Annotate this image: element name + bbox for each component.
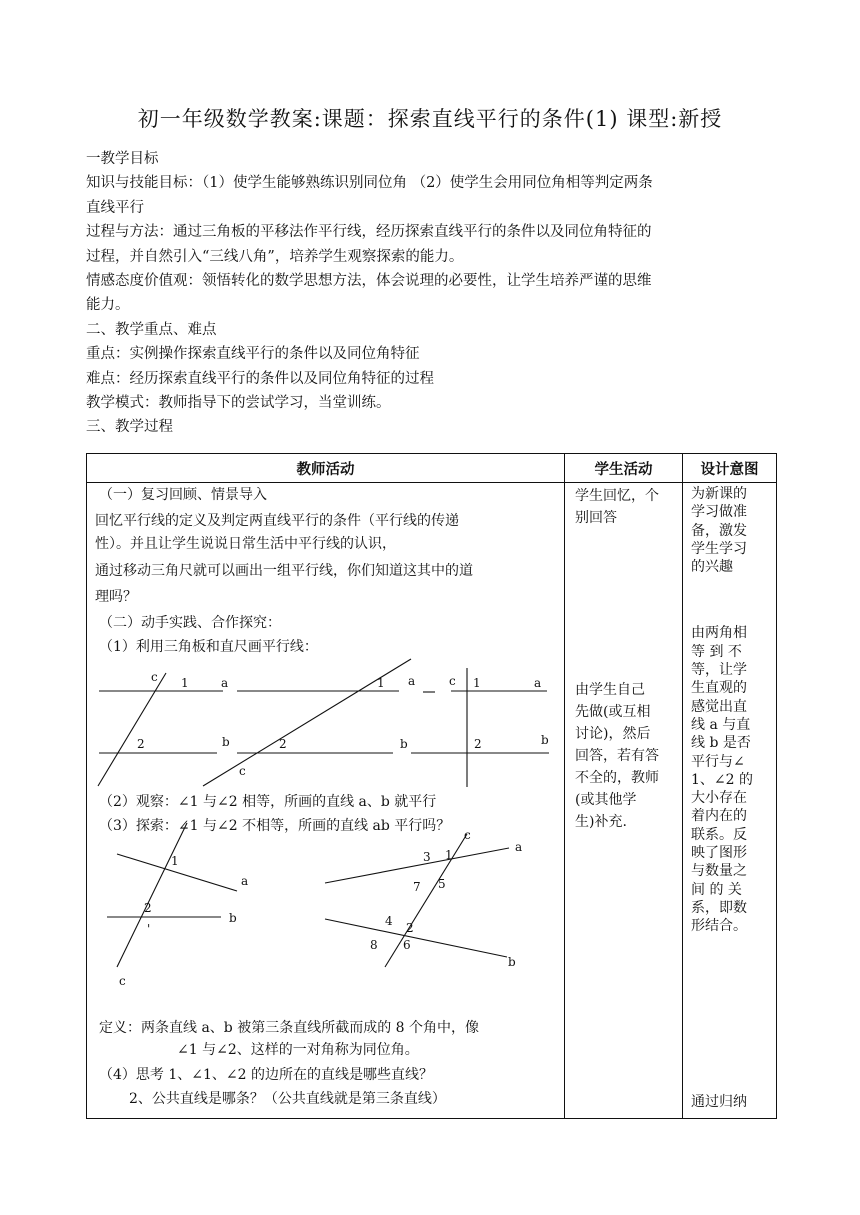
- lesson-table: [86, 453, 777, 1119]
- teacher-cell: [87, 483, 565, 1119]
- intent-line: 感觉出直: [691, 698, 747, 715]
- figure-label: a: [408, 674, 416, 688]
- intro-line: 能力。: [86, 297, 130, 314]
- figure-label: b: [541, 733, 549, 747]
- figure-label: 1: [473, 676, 481, 690]
- teacher-line: 定义：两条直线 a、b 被第三条直线所截而成的 8 个角中，像: [99, 1020, 480, 1036]
- figure-label: c: [119, 974, 126, 988]
- figure-label: ': [147, 922, 151, 936]
- intent-line: 线 b 是否: [691, 735, 751, 752]
- figure-label: 1: [181, 676, 189, 690]
- figure-label: 2: [137, 737, 145, 751]
- student-line: 讨论)，然后: [575, 726, 651, 742]
- student-line: 由学生自己: [575, 682, 645, 698]
- figure-label: 6: [403, 938, 411, 952]
- intent-line: 为新课的: [691, 486, 747, 502]
- intent-line: 大小存在: [691, 790, 747, 807]
- intent-line: 联系。反: [691, 826, 747, 843]
- intro-line: 重点：实例操作探索直线平行的条件以及同位角特征: [86, 346, 420, 363]
- intent-line: 线 a 与直: [691, 716, 751, 733]
- table-row: [87, 483, 777, 1119]
- table-header-row: [87, 454, 777, 483]
- figure-label: b: [222, 735, 230, 749]
- header-student: 学生活动: [565, 454, 683, 483]
- figure-label: 1: [445, 848, 453, 862]
- intent-line: 映了图形: [691, 845, 747, 862]
- header-teacher: 教师活动: [87, 454, 565, 483]
- intent-line: 间 的 关: [691, 881, 742, 898]
- figure-label: 8: [370, 938, 378, 952]
- figure-label: a: [221, 676, 229, 690]
- intro-line: 一教学目标: [86, 151, 159, 167]
- teacher-line: 性）。并且让学生说说日常生活中平行线的认识，: [95, 536, 396, 552]
- figure-label: a: [515, 840, 523, 854]
- intent-line: 备，激发: [691, 522, 747, 539]
- intro-line: 二、教学重点、难点: [86, 321, 217, 338]
- figure-label: 2: [406, 921, 414, 935]
- teacher-line: （3）探索：∠1 与∠2 不相等，所画的直线 ab 平行吗？: [99, 818, 451, 834]
- intent-line: 与数量之: [691, 863, 747, 880]
- student-line: 先做(或互相: [575, 704, 651, 720]
- intent-line: 学生学习: [691, 540, 747, 557]
- teacher-line: （4）思考 1、∠1、∠2 的边所在的直线是哪些直线？: [99, 1067, 433, 1083]
- figure-label: 2: [279, 737, 287, 751]
- figure-label: c: [449, 674, 456, 688]
- intent-line: 1、∠2 的: [691, 771, 753, 788]
- header-intent: 设计意图: [683, 454, 777, 483]
- figure-label: 5: [438, 877, 446, 891]
- intent-line: 着内在的: [691, 808, 747, 825]
- intro-line: 直线平行: [86, 199, 144, 216]
- student-line: (或其他学: [575, 792, 637, 808]
- intent-line: 形结合。: [691, 918, 747, 935]
- intro-line: 情感态度价值观：领悟转化的数学思想方法，体会说理的必要性，让学生培养严谨的思维: [86, 273, 652, 290]
- teacher-line: 2、公共直线是哪条？（公共直线就是第三条直线）: [129, 1091, 446, 1107]
- figure-label: 2: [144, 901, 152, 915]
- intent-line: 系，即数: [691, 899, 747, 916]
- teacher-line: 理吗？: [95, 589, 137, 605]
- figure-label: c: [464, 828, 471, 842]
- page-title: 初一年级数学教案:课题：探索直线平行的条件(1) 课型:新授: [137, 107, 723, 131]
- student-activity: [565, 483, 682, 833]
- teacher-line: （2）观察：∠1 与∠2 相等，所画的直线 a、b 就平行: [99, 794, 437, 810]
- intro-line: 知识与技能目标：（1）使学生能够熟练识别同位角 （2）使学生会用同位角相等判定两条: [86, 175, 653, 192]
- teacher-line: （一）复习回顾、情景导入: [99, 487, 267, 503]
- figure-label: 1: [171, 854, 179, 868]
- figure-label: 1: [377, 676, 385, 690]
- figure-label: 4: [385, 914, 393, 928]
- teacher-line: （二）动手实践、合作探究：: [99, 615, 281, 631]
- intro-line: 教学模式：教师指导下的尝试学习，当堂训练。: [86, 395, 391, 412]
- student-line: 回答，若有答: [575, 748, 659, 764]
- intro-line: 过程，并自然引入“三线八角”，培养学生观察探索的能力。: [86, 248, 464, 265]
- student-line: 不全的，教师: [575, 770, 659, 786]
- student-cell: [565, 483, 683, 1119]
- teacher-line: 回忆平行线的定义及判定两直线平行的条件（平行线的传递: [95, 513, 459, 529]
- intent-line: 等 到 不: [691, 643, 742, 660]
- intro-line: 过程与方法：通过三角板的平移法作平行线，经历探索直线平行的条件以及同位角特征的: [86, 224, 652, 241]
- figure-label: a: [534, 676, 542, 690]
- intent-line: 由两角相: [691, 625, 747, 642]
- figure-label: a: [241, 874, 249, 888]
- figure-label: b: [400, 737, 408, 751]
- intent-line: 生直观的: [691, 680, 747, 697]
- teacher-line: ∠1 与∠2、这样的一对角称为同位角。: [177, 1042, 419, 1058]
- intent-line: 通过归纳: [691, 1094, 747, 1110]
- figure-label: c: [151, 670, 158, 684]
- intent-line: 的兴趣: [691, 559, 733, 576]
- intent-line: 平行与∠: [691, 753, 745, 770]
- design-intent: [683, 483, 776, 1118]
- intro-line: 难点：经历探索直线平行的条件以及同位角特征的过程: [86, 370, 434, 387]
- figure-label: 2: [474, 737, 482, 751]
- intent-line: 学习做准: [691, 504, 747, 521]
- student-line: 生)补充.: [575, 814, 627, 830]
- figure-label: 7: [413, 880, 421, 894]
- figure-label: c: [239, 764, 246, 778]
- figure-label: 3: [423, 850, 431, 864]
- intro-line: 三、教学过程: [86, 419, 173, 436]
- figure-label: b: [508, 955, 516, 969]
- intent-cell: [683, 483, 777, 1119]
- student-line: 学生回忆，个: [575, 488, 659, 504]
- student-line: 别回答: [575, 510, 617, 526]
- figure-label: b: [229, 911, 237, 925]
- teacher-line: 通过移动三角尺就可以画出一组平行线，你们知道这其中的道: [95, 563, 473, 579]
- teacher-line: （1）利用三角板和直尺画平行线：: [99, 639, 318, 655]
- intent-line: 等，让学: [691, 662, 747, 679]
- intro-section: [86, 147, 776, 440]
